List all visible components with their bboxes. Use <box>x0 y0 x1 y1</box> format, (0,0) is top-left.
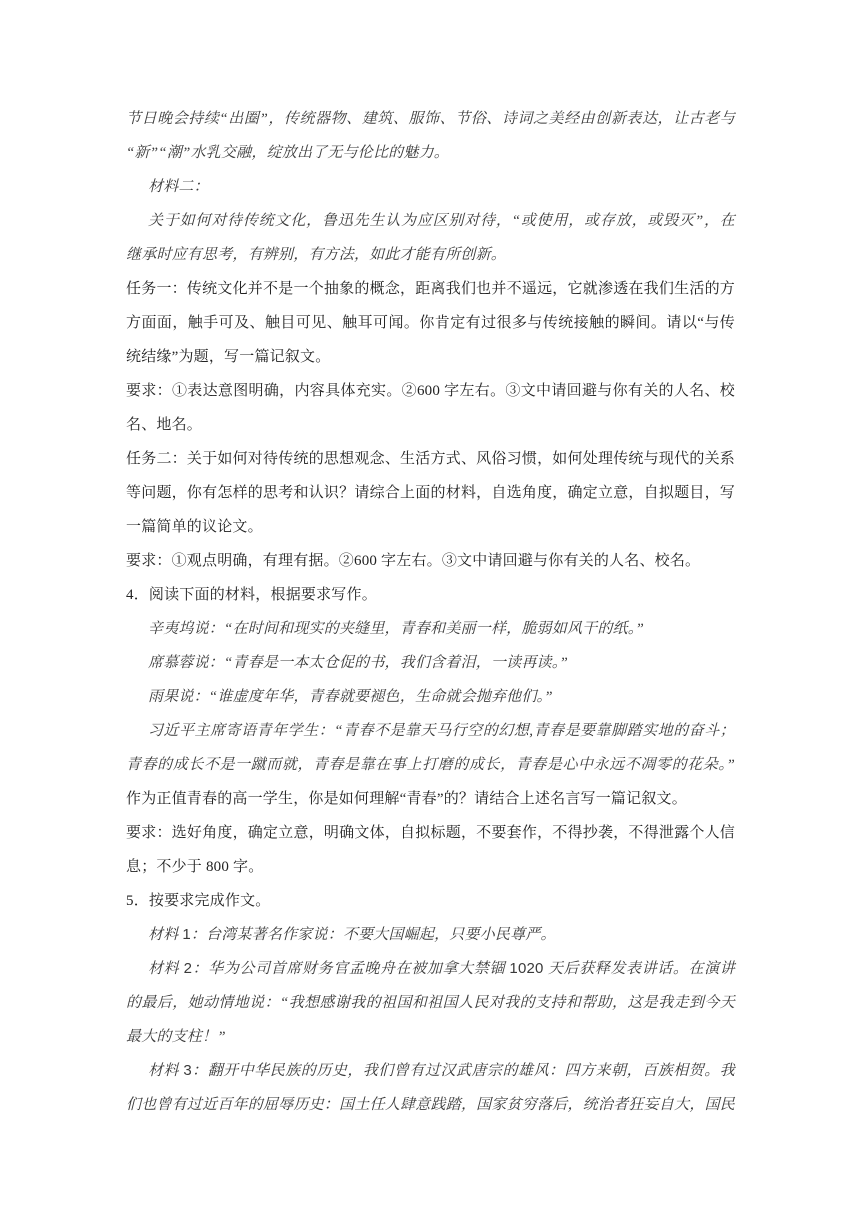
number-segment: 1 <box>182 926 191 943</box>
text-line: “新”“潮”水乳交融，绽放出了无与伦比的魅力。 <box>126 145 449 161</box>
text-line: 名、地名。 <box>126 417 203 433</box>
material-3-line <box>126 1054 735 1088</box>
text-line: 节日晚会持续“出圈”，传统器物、建筑、服饰、节俗、诗词之美经由创新表达，让古老与 <box>126 111 735 127</box>
text-segment: ：台湾某著名作家说：不要大国崛起，只要小民尊严。 <box>190 927 556 943</box>
material-2-heading: 材料二： <box>148 179 209 195</box>
text-line: 作为正值青春的高一学生，你是如何理解“青春”的？请结合上述名言写一篇记叙文。 <box>126 791 687 807</box>
quote-line: 雨果说：“谁虚度年华，青春就要褪色，生命就会抛弃他们。” <box>148 689 553 705</box>
material-1-line <box>126 918 735 952</box>
text-line: 最大的支柱！” <box>126 1029 226 1045</box>
text-line: 统结缘”为题，写一篇记叙文。 <box>126 349 331 365</box>
text-segment: ：翻开中华民族的历史，我们曾有过汉武唐宗的雄风：四方来朝，百族相贺。我 <box>191 1063 735 1079</box>
text-line: 继承时应有思考，有辨别，有方法，如此才能有所创新。 <box>126 247 507 263</box>
text-segment: 材料 <box>148 927 183 943</box>
text-line: 方面面，触手可及、触目可见、触耳可闻。你肯定有过很多与传统接触的瞬间。请以“与传 <box>126 315 735 331</box>
question-4-heading: 4．阅读下面的材料，根据要求写作。 <box>126 587 377 603</box>
text-segment: 材料 <box>148 1063 184 1079</box>
quote-line: 席慕蓉说：“青春是一本太仓促的书，我们含着泪，一读再读。” <box>148 655 568 671</box>
requirements-line: 要求：①观点明确，有理有据。②600 字左右。③文中请回避与你有关的人名、校名。 <box>126 553 701 569</box>
document-text-block <box>126 102 735 1122</box>
number-segment: 2 <box>183 960 193 977</box>
requirements-line: 要求：①表达意图明确，内容具体充实。②600 字左右。③文中请回避与你有关的人名、校 <box>126 383 735 399</box>
text-line: 一篇简单的议论文。 <box>126 519 263 535</box>
text-line: 的最后，她动情地说：“我想感谢我的祖国和祖国人民对我的支持和帮助，这是我走到今天 <box>126 995 735 1011</box>
task-1-line: 任务一：传统文化并不是一个抽象的概念，距离我们也并不遥远，它就渗透在我们生活的方 <box>126 281 735 297</box>
question-5-heading: 5．按要求完成作文。 <box>126 893 271 909</box>
text-segment: 天后获释发表讲话。在演讲 <box>543 961 735 977</box>
requirements-line: 要求：选好角度，确定立意，明确文体，自拟标题，不要套作，不得抄袭，不得泄露个人信 <box>126 825 735 841</box>
number-segment: 3 <box>183 1062 192 1079</box>
text-line: 等问题，你有怎样的思考和认识？请综合上面的材料，自选角度，确定立意，自拟题目，写 <box>126 485 735 501</box>
number-segment: 1020 <box>509 960 544 977</box>
text-line: 关于如何对待传统文化，鲁迅先生认为应区别对待，“或使用，或存放，或毁灭”，在 <box>148 213 735 229</box>
text-line: 息；不少于 800 字。 <box>126 859 264 875</box>
text-line: 们也曾有过近百年的屈辱历史：国土任人肆意践踏，国家贫穷落后，统治者狂妄自大，国民 <box>126 1097 735 1113</box>
quote-line: 青春的成长不是一蹴而就，青春是靠在事上打磨的成长，青春是心中永远不凋零的花朵。” <box>126 757 735 773</box>
quote-line: 习近平主席寄语青年学生：“青春不是靠天马行空的幻想,青春是要靠脚踏实地的奋斗； <box>148 723 735 739</box>
material-2-line <box>126 952 735 986</box>
task-2-line: 任务二：关于如何对待传统的思想观念、生活方式、风俗习惯，如何处理传统与现代的关系 <box>126 451 735 467</box>
text-segment: ：华为公司首席财务官孟晚舟在被加拿大禁锢 <box>192 961 510 977</box>
quote-line: 辛夷坞说：“在时间和现实的夹缝里，青春和美丽一样，脆弱如风干的纸。” <box>148 621 644 637</box>
text-segment: 材料 <box>148 961 184 977</box>
